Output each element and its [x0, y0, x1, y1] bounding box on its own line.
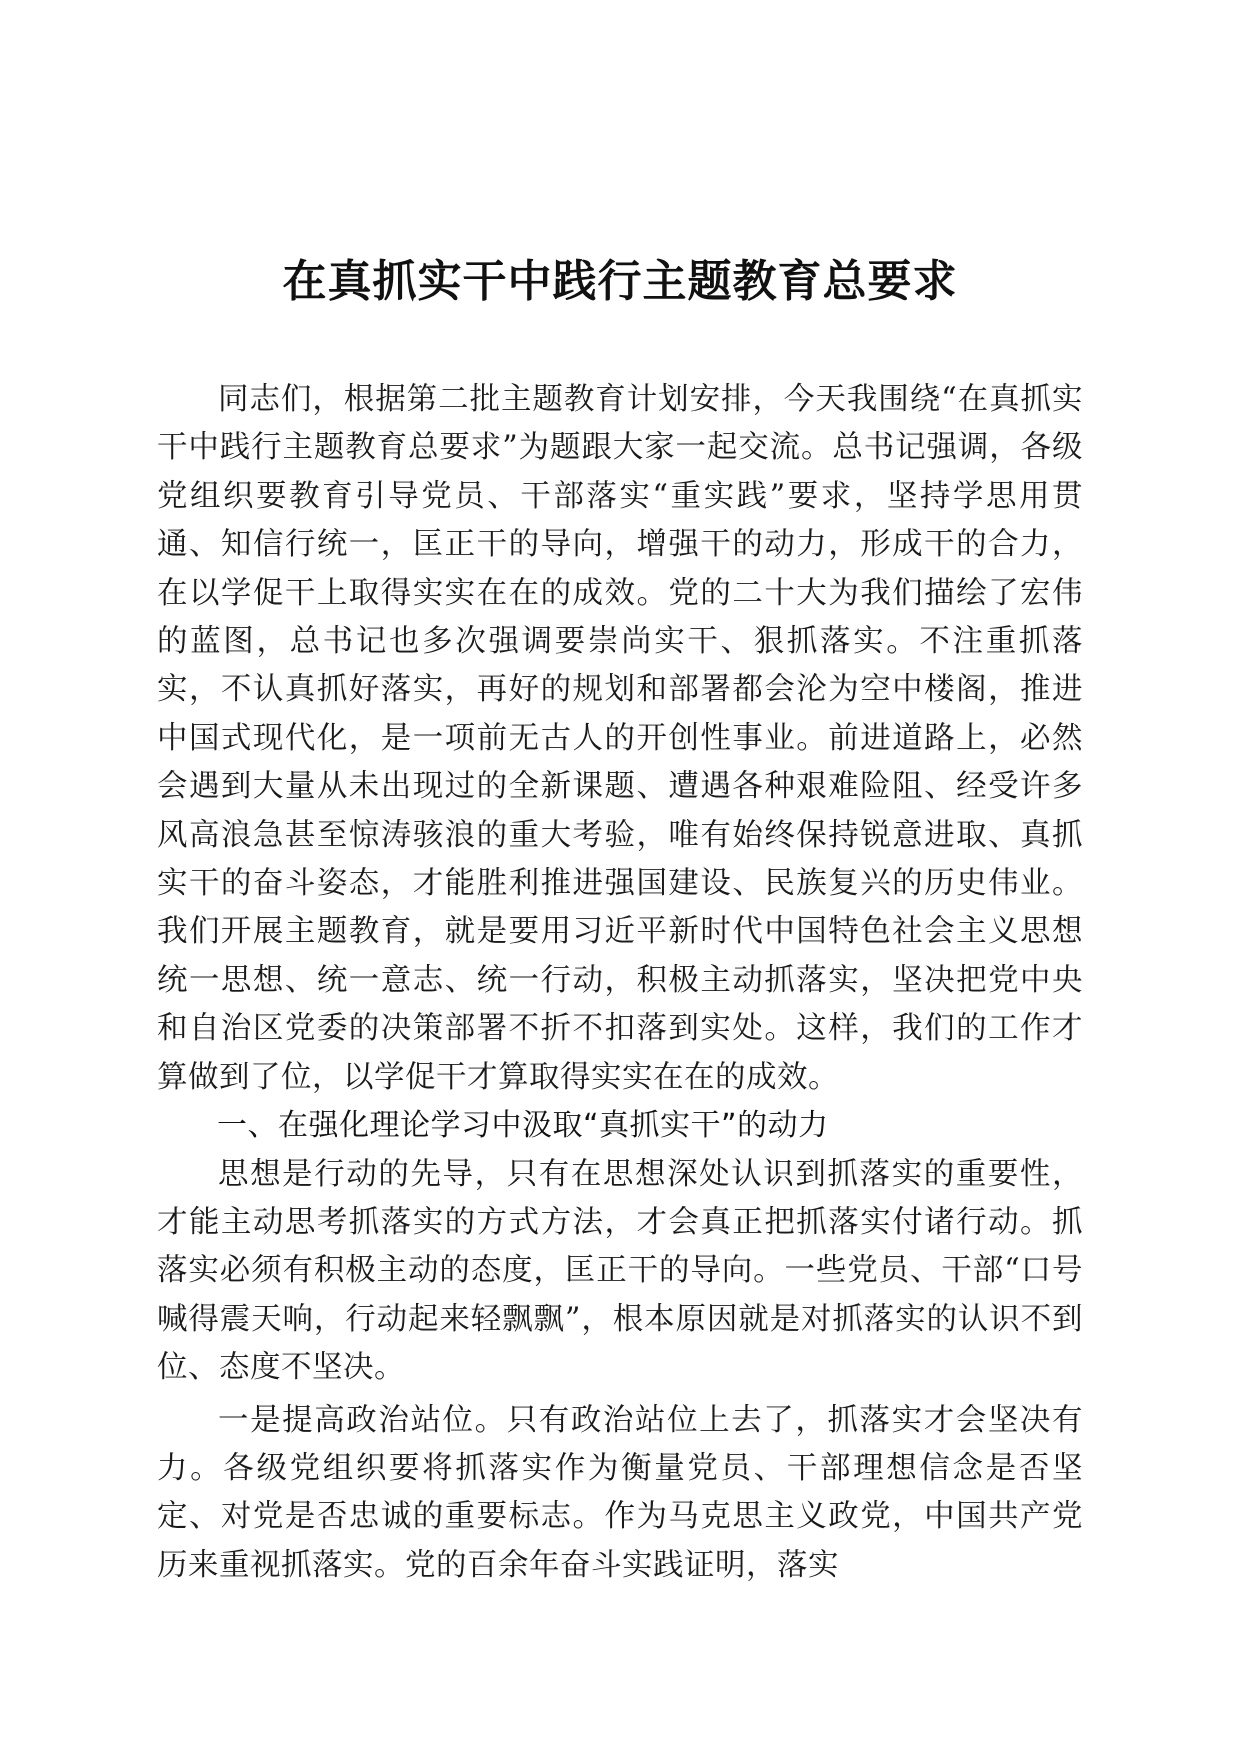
section-paragraph-2: 一是提高政治站位。只有政治站位上去了，抓落实才会坚决有力。各级党组织要将抓落实作为衡量党员、干部理想信念是否坚定、对党是否忠诚的重要标志。作为马克思主义政党，中国共产党历来重视抓落实。党的百余年奋斗实践证明，落实	[157, 1402, 1083, 1583]
document-title: 在真抓实干中践行主题教育总要求	[282, 256, 958, 307]
section-paragraph-1: 思想是行动的先导，只有在思想深处认识到抓落实的重要性，才能主动思考抓落实的方式方法，才会真正把抓落实付诸行动。抓落实必须有积极主动的态度，匡正干的导向。一些党员、干部“口号喊得震天响，行动起来轻飘飘”，根本原因就是对抓落实的认识不到位、态度不坚决。	[157, 1156, 1083, 1386]
document-body	[157, 376, 1083, 1590]
section-heading-1: 一、在强化理论学习中汲取“真抓实干”的动力	[217, 1108, 829, 1144]
intro-paragraph: 同志们，根据第二批主题教育计划安排，今天我围绕“在真抓实干中践行主题教育总要求”为题跟大家一起交流。总书记强调，各级党组织要教育引导党员、干部落实“重实践”要求，坚持学思用贯通、知信行统一，匡正干的导向，增强干的动力，形成干的合力，在以学促干上取得实实在在的成效。党的二十大为我们描绘了宏伟的蓝图，总书记也多次强调要崇尚实干、狠抓落实。不注重抓落实，不认真抓好落实，再好的规划和部署都会沦为空中楼阁，推进中国式现代化，是一项前无古人的开创性事业。前进道路上，必然会遇到大量从未出现过的全新课题、遭遇各种艰难险阻、经受许多风高浪急甚至惊涛骇浪的重大考验，唯有始终保持锐意进取、真抓实干的奋斗姿态，才能胜利推进强国建设、民族复兴的历史伟业。我们开展主题教育，就是要用习近平新时代中国特色社会主义思想统一思想、统一意志、统一行动，积极主动抓落实，坚决把党中央和自治区党委的决策部署不折不扣落到实处。这样，我们的工作才算做到了位，以学促干才算取得实实在在的成效。	[157, 382, 1083, 1095]
